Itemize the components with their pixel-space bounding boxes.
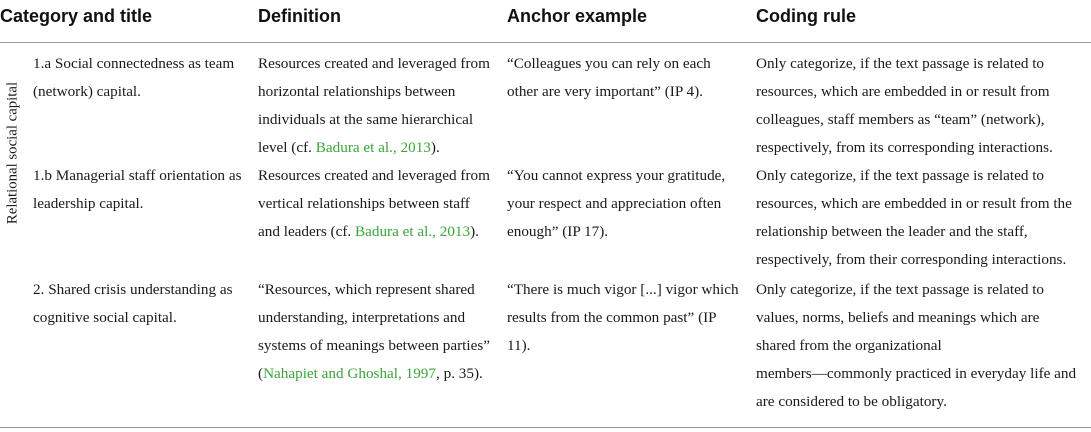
row-3-category — [33, 276, 253, 332]
row-1-coding-rule — [756, 50, 1088, 162]
row-3-category-line: cognitive social capital. — [33, 309, 177, 326]
row-2-definition-line: Resources created and leveraged from — [258, 167, 490, 184]
table-header — [0, 0, 1091, 42]
citation-suffix: ). — [470, 223, 479, 240]
row-2-category — [33, 162, 253, 218]
bottom-rule — [0, 427, 1091, 428]
header-category: Category and title — [0, 6, 153, 26]
row-1-coding-line: Only categorize, if the text passage is related to — [756, 55, 1045, 72]
row-2-anchor-line: “You cannot express your gratitude, — [507, 167, 726, 184]
row-2-coding-line: resources, which are embedded in or result from the — [756, 195, 1072, 212]
row-3-definition-line: “Resources, which represent shared — [258, 281, 475, 298]
row-3-anchor — [507, 276, 752, 360]
row-2-definition-citation-line — [258, 218, 503, 246]
row-2-coding-line: respectively, from their corresponding interactions. — [756, 251, 1067, 268]
header-coding-rule: Coding rule — [756, 6, 856, 26]
row-1-anchor-line: other are very important” (IP 4). — [507, 83, 703, 100]
row-3-coding-line: Only categorize, if the text passage is related to — [756, 281, 1045, 298]
row-2-definition — [258, 162, 503, 246]
header-definition: Definition — [258, 6, 341, 26]
row-1-definition — [258, 50, 503, 162]
row-3-category-line: 2. Shared crisis understanding as — [33, 281, 233, 298]
citation-link[interactable]: Badura et al., 2013 — [354, 223, 471, 240]
row-3-definition-line: systems of meanings between parties” — [258, 337, 490, 354]
row-1-anchor — [507, 50, 752, 106]
row-1-category-line: 1.a Social connectedness as team — [33, 55, 235, 72]
citation-prefix: and leaders (cf. — [258, 223, 355, 240]
row-1-coding-line: resources, which are embedded in or result from — [756, 83, 1050, 100]
row-3-anchor-line: 11). — [507, 337, 531, 354]
row-3-definition-line: understanding, interpretations and — [258, 309, 466, 326]
row-2-definition-line: vertical relationships between staff — [258, 195, 470, 212]
row-2-coding-line: Only categorize, if the text passage is related to — [756, 167, 1045, 184]
row-3-coding-line: members—commonly practiced in everyday life and — [756, 365, 1077, 382]
row-1-definition-line: individuals at the same hierarchical — [258, 111, 474, 128]
citation-prefix: level (cf. — [258, 139, 316, 156]
row-1-definition-citation-line — [258, 134, 503, 162]
row-3-anchor-line: “There is much vigor [...] vigor which — [507, 281, 739, 298]
header-anchor-example: Anchor example — [507, 6, 648, 26]
row-3-coding-rule — [756, 276, 1088, 416]
citation-link[interactable]: Nahapiet and Ghoshal, 1997 — [263, 365, 436, 382]
row-3-coding-line: are considered to be obligatory. — [756, 393, 947, 410]
row-1-category — [33, 50, 253, 106]
row-3-definition-citation-line — [258, 360, 503, 388]
citation-prefix: ( — [258, 365, 264, 382]
row-2-coding-rule — [756, 162, 1088, 274]
row-1-category-line: (network) capital. — [33, 83, 141, 100]
group-label — [3, 48, 23, 258]
row-2-anchor-line: your respect and appreciation often — [507, 195, 722, 212]
row-3-coding-line: shared from the organizational — [756, 337, 942, 354]
citation-suffix: , p. 35). — [436, 365, 483, 382]
row-2-coding-line: relationship between the leader and the staff, — [756, 223, 1028, 240]
row-3-anchor-line: results from the common past” (IP — [507, 309, 717, 326]
group-label-text: Relational social capital — [4, 81, 21, 225]
row-1-definition-line: horizontal relationships between — [258, 83, 456, 100]
citation-link[interactable]: Badura et al., 2013 — [315, 139, 431, 156]
row-2-anchor — [507, 162, 752, 246]
row-1-anchor-line: “Colleagues you can rely on each — [507, 55, 711, 72]
row-2-category-line: leadership capital. — [33, 195, 144, 212]
row-1-definition-line: Resources created and leveraged from — [258, 55, 490, 72]
row-1-coding-line: colleagues, staff members as “team” (network), — [756, 111, 1045, 128]
row-2-anchor-line: enough” (IP 17). — [507, 223, 609, 240]
row-3-coding-line: values, norms, beliefs and meanings which are — [756, 309, 1040, 326]
row-3-definition — [258, 276, 503, 388]
row-2-category-line: 1.b Managerial staff orientation as — [33, 167, 242, 184]
header-rule — [0, 42, 1091, 43]
row-1-coding-line: respectively, from its corresponding interactions. — [756, 139, 1053, 156]
citation-suffix: ). — [430, 139, 440, 156]
